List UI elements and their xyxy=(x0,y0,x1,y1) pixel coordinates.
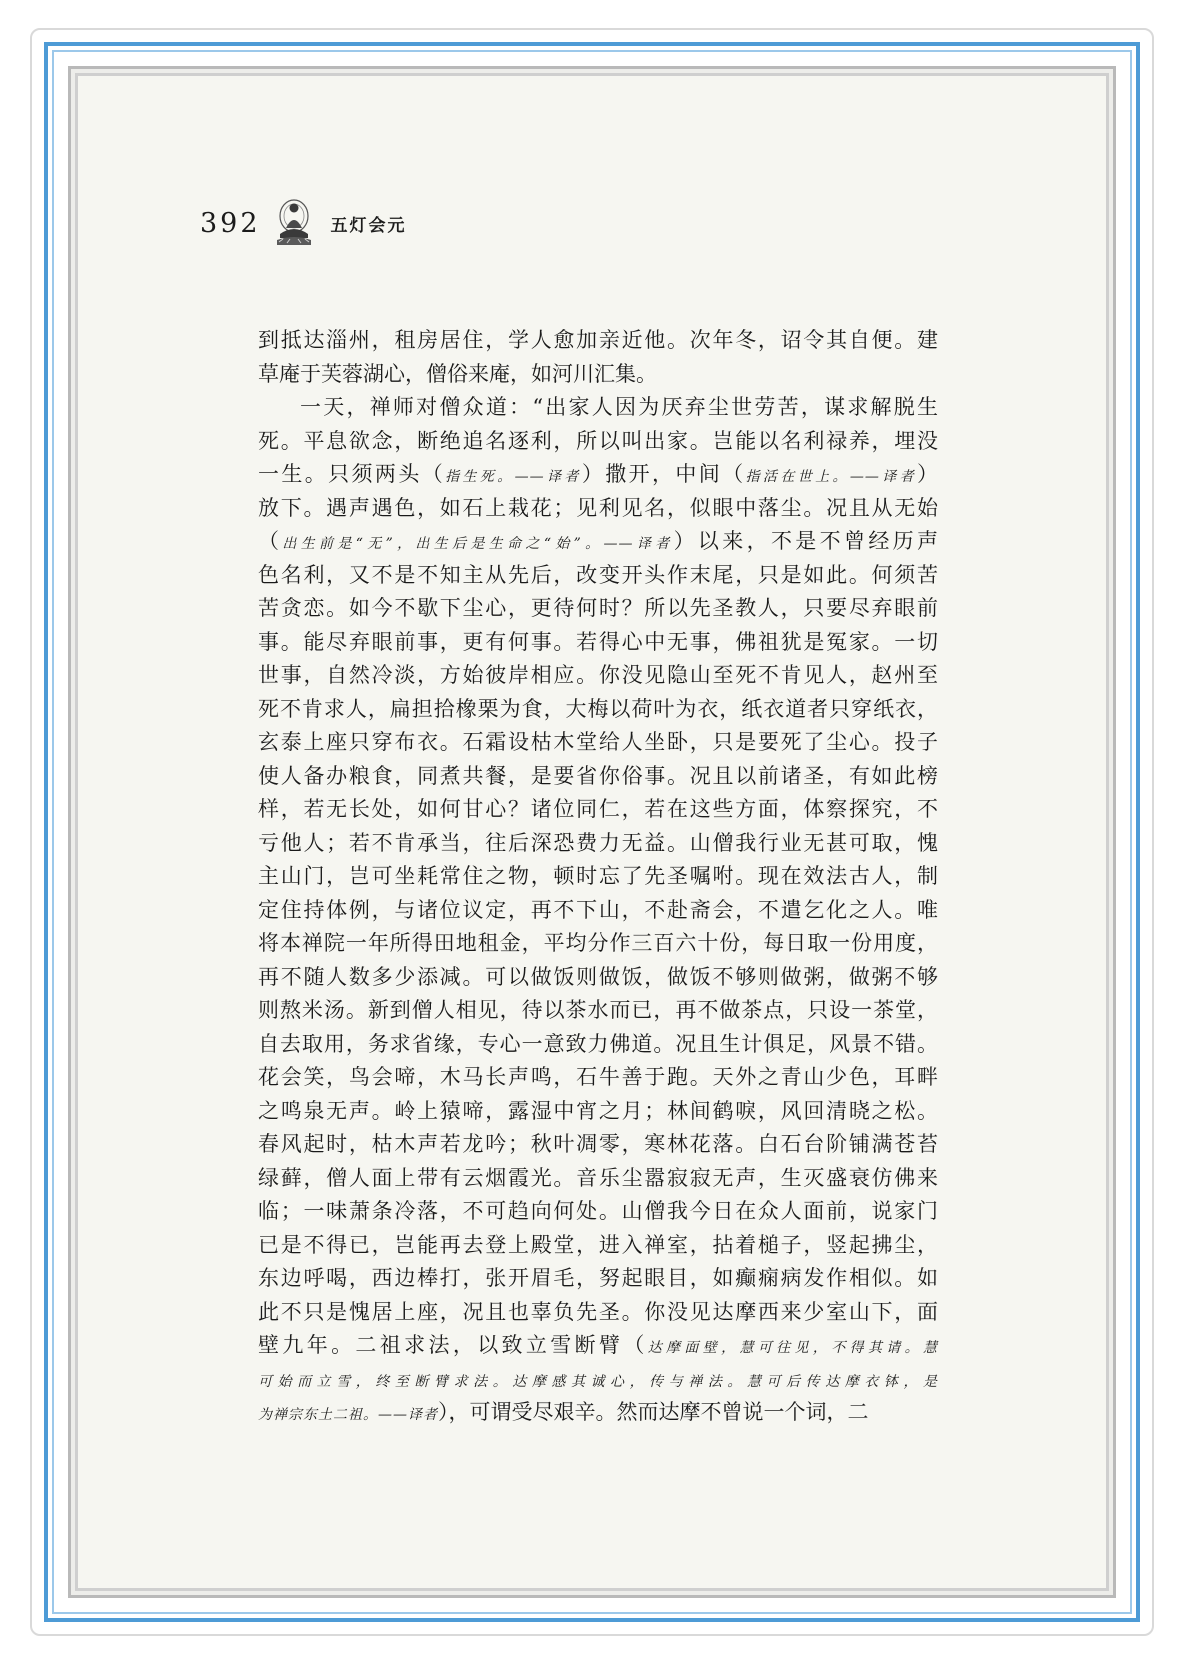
text-line xyxy=(258,1028,938,1062)
text-line xyxy=(258,693,938,727)
translator-note: 出生前是“无”，出生后是生命之“始”。——译者 xyxy=(282,536,674,552)
text-segment: 死。平息欲念，断绝追名逐利，所以叫出家。岂能以名利禄养，埋没 xyxy=(258,428,938,453)
text-segment: 色名利，又不是不知主从先后，改变开头作末尾，只是如此。何须苦 xyxy=(258,562,938,587)
text-segment: 亏他人；若不肯承当，往后深恐费力无益。山僧我行业无甚可取，愧 xyxy=(258,830,938,855)
text-segment: 放下。遇声遇色，如石上栽花；见利见名，似眼中落尘。况且从无始 xyxy=(258,495,938,520)
text-segment: ） xyxy=(917,462,939,486)
text-line xyxy=(258,559,938,593)
text-segment: 临；一味萧条冷落，不可趋向何处。山僧我今日在众人面前，说家门 xyxy=(258,1199,938,1223)
text-segment: 死不肯求人，扁担拾橡栗为食，大梅以荷叶为衣，纸衣道者只穿纸衣， xyxy=(258,696,938,721)
text-line xyxy=(258,324,938,358)
text-line xyxy=(258,894,938,928)
text-segment: 苦贪恋。如今不歇下尘心，更待何时？所以先圣教人，只要尽弃眼前 xyxy=(258,596,938,620)
text-segment: 自去取用，务求省缘，专心一意致力佛道。况且生计俱足，风景不错。 xyxy=(258,1031,938,1056)
text-segment: 壁九年。二祖求法，以致立雪断臂（ xyxy=(258,1333,648,1357)
text-segment: 一天，禅师对僧众道：“出家人因为厌弃尘世劳苦，谋求解脱生 xyxy=(300,395,938,419)
text-line xyxy=(258,525,938,559)
text-segment: 草庵于芙蓉湖心，僧俗来庵，如河川汇集。 xyxy=(258,361,657,386)
text-segment: 则熬米汤。新到僧人相见，待以茶水而已，再不做茶点，只设一茶堂， xyxy=(258,998,938,1022)
text-segment: （ xyxy=(258,529,283,553)
text-segment: 之鸣泉无声。岭上猿啼，露湿中宵之月；林间鹤唳，风回清晓之松。 xyxy=(258,1098,938,1123)
text-segment: 一生。只须两头（ xyxy=(258,462,446,486)
text-segment: 样，若无长处，如何甘心？诸位同仁，若在这些方面，体察探究，不 xyxy=(258,797,938,821)
text-line xyxy=(258,458,938,492)
text-line xyxy=(258,1128,938,1162)
text-line xyxy=(258,994,938,1028)
text-line xyxy=(258,860,938,894)
text-segment: 使人备办粮食，同煮共餐，是要省你俗事。况且以前诸圣，有如此榜 xyxy=(258,763,938,788)
text-segment: ）撒开，中间（ xyxy=(581,462,746,486)
text-line xyxy=(258,425,938,459)
text-line xyxy=(258,659,938,693)
text-line xyxy=(258,1363,938,1397)
text-line xyxy=(258,1229,938,1263)
text-segment: 到抵达淄州，租房居住，学人愈加亲近他。次年冬，诏令其自便。建 xyxy=(258,328,938,352)
text-line xyxy=(258,961,938,995)
text-segment: 世事，自然冷淡，方始彼岸相应。你没见隐山至死不肯见人，赵州至 xyxy=(258,663,938,687)
text-segment: 绿藓，僧人面上带有云烟霞光。音乐尘嚣寂寂无声，生灭盛衰仿佛来 xyxy=(258,1165,938,1190)
text-line xyxy=(258,927,938,961)
text-segment: 主山门，岂可坐耗常住之物，顿时忘了先圣嘱咐。现在效法古人，制 xyxy=(258,864,938,888)
text-segment: 玄泰上座只穿布衣。石霜设枯木堂给人坐卧，只是要死了尘心。投子 xyxy=(258,730,938,754)
translator-note: 为禅宗东土二祖。——译者 xyxy=(258,1407,438,1423)
text-line xyxy=(258,492,938,526)
text-line xyxy=(258,1195,938,1229)
text-segment: 将本禅院一年所得田地租金，平均分作三百六十份，每日取一份用度， xyxy=(258,931,938,955)
text-line xyxy=(258,760,938,794)
book-title: 五灯会元 xyxy=(330,215,407,236)
text-segment: 此不只是愧居上座，况且也辜负先圣。你没见达摩西来少室山下，面 xyxy=(258,1299,938,1324)
text-line xyxy=(258,1329,938,1363)
text-line xyxy=(258,391,938,425)
translator-note: 可始而立雪，终至断臂求法。达摩感其诚心，传与禅法。慧可后传达摩衣钵，是 xyxy=(258,1373,938,1390)
text-line xyxy=(258,626,938,660)
text-line xyxy=(258,1095,938,1129)
text-segment: ），可谓受尽艰辛。然而达摩不曾说一个词，二 xyxy=(438,1400,869,1424)
text-line xyxy=(258,358,938,392)
text-segment: 东边呼喝，西边棒打，张开眉毛，努起眼目，如癫痫病发作相似。如 xyxy=(258,1266,938,1290)
text-line xyxy=(258,1262,938,1296)
text-line xyxy=(258,793,938,827)
translator-note: 指活在世上。——译者 xyxy=(745,469,918,485)
text-line xyxy=(258,1162,938,1196)
translator-note: 指生死。——译者 xyxy=(445,469,582,485)
text-line xyxy=(258,726,938,760)
text-segment: ）以来，不是不曾经历声 xyxy=(673,529,939,553)
body-text xyxy=(258,324,938,1430)
text-line xyxy=(258,592,938,626)
text-line xyxy=(258,1296,938,1330)
text-line xyxy=(258,1061,938,1095)
text-segment: 事。能尽弃眼前事，更有何事。若得心中无事，佛祖犹是冤家。一切 xyxy=(258,629,938,654)
text-segment: 春风起时，枯木声若龙吟；秋叶凋零，寒林花落。白石台阶铺满苍苔 xyxy=(258,1132,938,1156)
text-segment: 定住持体例，与诸位议定，再不下山，不赴斋会，不遣乞化之人。唯 xyxy=(258,897,938,922)
text-segment: 已是不得已，岂能再去登上殿堂，进入禅室，拈着槌子，竖起拂尘， xyxy=(258,1232,938,1257)
translator-note: 达摩面壁，慧可往见，不得其请。慧 xyxy=(647,1340,939,1356)
text-segment: 再不随人数多少添减。可以做饭则做饭，做饭不够则做粥，做粥不够 xyxy=(258,964,938,989)
buddha-icon xyxy=(271,198,317,248)
page-number: 392 xyxy=(200,207,261,239)
text-line xyxy=(258,827,938,861)
text-segment: 花会笑，鸟会啼，木马长声鸣，石牛善于跑。天外之青山少色，耳畔 xyxy=(258,1065,938,1089)
text-line xyxy=(258,1396,938,1430)
running-header xyxy=(200,198,407,248)
